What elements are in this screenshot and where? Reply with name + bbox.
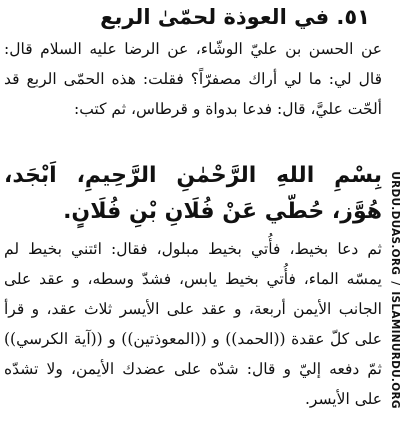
watermark-site-1: URDU.DUAS.ORG [389,171,402,276]
side-watermark-text [389,171,401,409]
verse-text: بِسْمِ اللهِ الرَّحْمٰنِ الرَّحِيمِ، اَبْجَد، هُوَّز، حُطّي عَنْ فُلَانِ بْنِ فُلَانٍ. [4,163,382,224]
document-body [4,0,382,440]
paragraph-bottom: ثم دعا بخيط، فأُتي بخيط مبلول، فقال: ائتني بخيط لم يمسّه الماء، فأُتي بخيط يابس، فشدّ وسطه، و عقد على الجانب الأيمن أربعة، و عقد على الأيسر ثلاث عقد، و قرأ على كلّ عقدة ((الحمد)) و ((المعوذتين)) و ((آية الكرسي)) ثمّ دفعه إليّ و قال: شدّه على عضدك الأيمن، ولا تشدّه على الأيسر. [4,240,382,408]
section-heading: ٥١. في العوذة لحمّىٰ الربع [100,5,370,29]
watermark-site-2: ISLAMINURDU.ORG [389,291,402,409]
side-watermark [384,150,406,430]
paragraph-top: عن الحسن بن عليّ الوشّاء، عن الرضا عليه السلام قال: قال لي: ما لي أراك مصفرّاً؟ فقلت: هذه الحمّى الربع قد ألحّت عليَّ، قال: فدعا بدواة و قرطاس، ثم كتب: [4,40,382,118]
watermark-separator: / [389,281,402,286]
